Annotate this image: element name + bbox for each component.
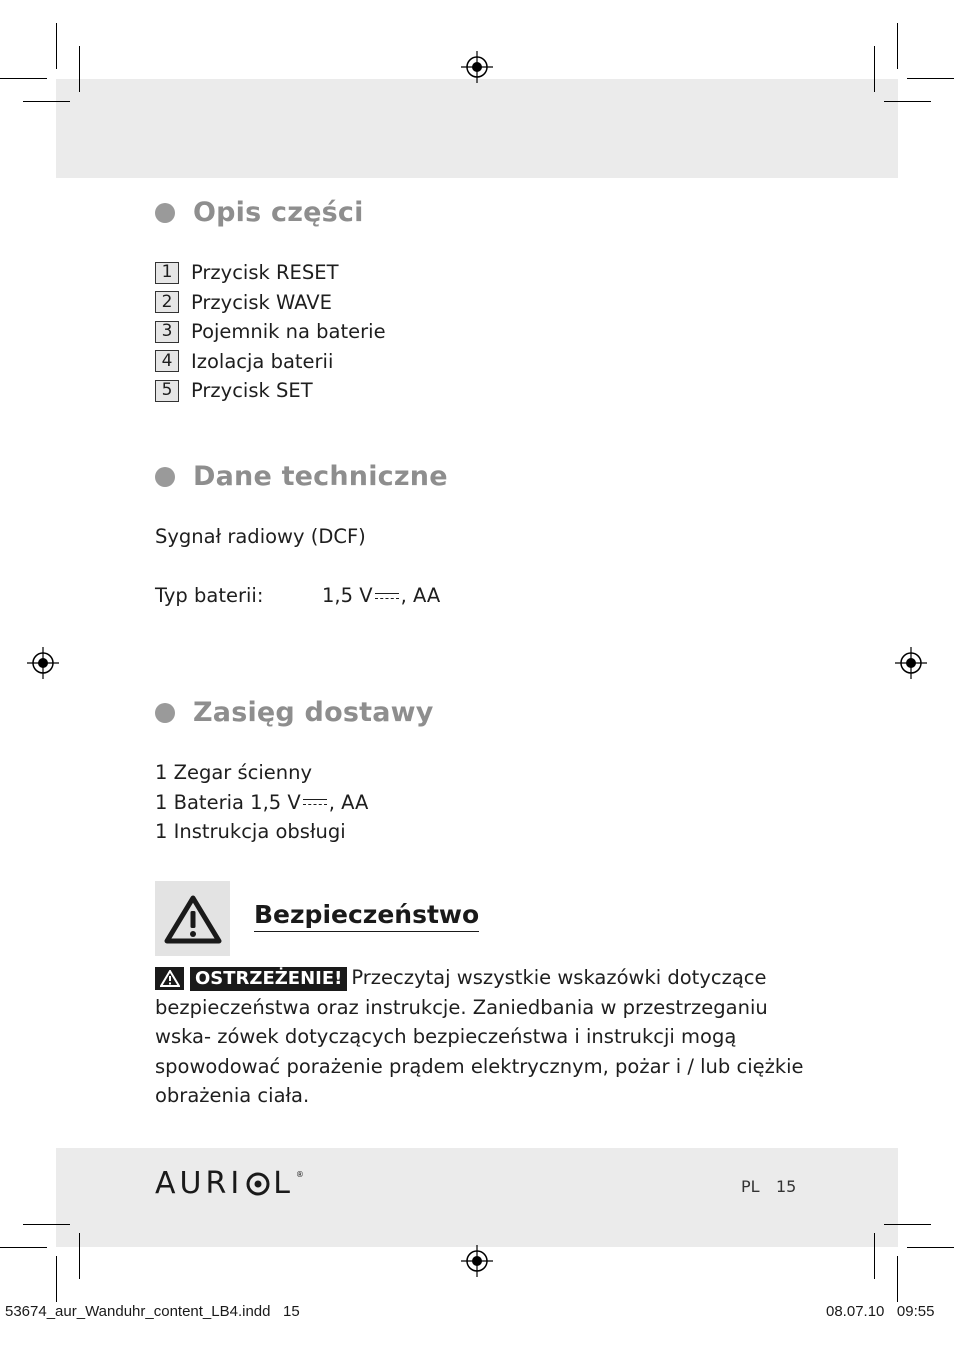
crop-mark (23, 1224, 70, 1225)
crop-mark (874, 1233, 875, 1279)
crop-mark (874, 46, 875, 92)
warning-badge: OSTRZEŻENIE! (190, 967, 347, 991)
list-item (155, 317, 386, 347)
crop-mark (897, 1256, 898, 1302)
battery-type-label: Typ baterii: (155, 584, 264, 607)
delivery-list (155, 758, 368, 847)
part-label: Przycisk RESET (191, 261, 339, 284)
list-item: 1 Zegar ścienny (155, 761, 313, 784)
registration-mark-icon (895, 647, 927, 679)
slug-timestamp: 08.07.10 09:55 (826, 1303, 935, 1320)
part-label: Izolacja baterii (191, 349, 334, 373)
list-item: 1 Instrukcja obsługi (155, 820, 346, 843)
header-band (56, 79, 898, 178)
section-heading-delivery (155, 697, 434, 728)
crop-mark (79, 1233, 80, 1279)
page-language: PL (741, 1177, 760, 1196)
bullet-icon (155, 467, 175, 487)
part-number: 1 (155, 262, 179, 284)
battery-type-value: 1,5 V , AA (322, 584, 441, 607)
part-number: 2 (155, 291, 179, 313)
brand-logo: AURI L ® (155, 1166, 304, 1201)
list-item (155, 258, 386, 288)
list-item (155, 288, 386, 318)
dc-symbol-icon (303, 797, 327, 809)
warning-paragraph (155, 963, 805, 1111)
section-title: Opis części (193, 197, 364, 228)
radio-signal-text: Sygnał radiowy (DCF) (155, 525, 366, 548)
bullet-icon (155, 203, 175, 223)
part-label: Przycisk SET (191, 379, 313, 402)
safety-title: Bezpieczeństwo (254, 900, 479, 932)
crop-mark (56, 1256, 57, 1302)
warning-small-icon (155, 967, 184, 990)
section-heading-technical (155, 461, 448, 492)
bullet-icon (155, 703, 175, 723)
warning-triangle-icon (164, 894, 222, 944)
list-item (155, 376, 386, 406)
crop-mark (0, 78, 47, 79)
crop-mark (884, 1224, 931, 1225)
dc-symbol-icon (375, 591, 399, 603)
part-number: 4 (155, 350, 179, 372)
part-label: Pojemnik na baterie (191, 320, 386, 343)
section-title: Dane techniczne (193, 461, 448, 492)
battery-type-row (155, 581, 440, 611)
section-heading-parts (155, 197, 364, 228)
page-number: 15 (776, 1177, 797, 1196)
part-number: 5 (155, 380, 179, 402)
logo-o-icon (246, 1172, 270, 1196)
registration-mark-icon (461, 1245, 493, 1277)
crop-mark (56, 23, 57, 69)
crop-mark (23, 101, 70, 102)
registration-mark-icon (461, 51, 493, 83)
slug-filename: 53674_aur_Wanduhr_content_LB4.indd 15 (5, 1303, 300, 1320)
part-label: Przycisk WAVE (191, 290, 332, 314)
crop-mark (897, 23, 898, 69)
crop-mark (79, 46, 80, 92)
list-item: 1 Bateria 1,5 V , AA (155, 790, 369, 814)
part-number: 3 (155, 321, 179, 343)
section-title: Zasięg dostawy (193, 697, 434, 728)
safety-icon-box (155, 881, 230, 956)
list-item (155, 347, 386, 377)
crop-mark (884, 101, 931, 102)
crop-mark (907, 1247, 954, 1248)
warning-text: Przeczytaj wszystkie wskazówki dotyczące bezpieczeństwa oraz instrukcje. Zaniedbania w przestrzeganiu wska- zówek dotyczących bezpieczeństwa i instrukcji mogą spowodować porażenie prądem elektrycznym, pożar i / lub ciężkie obrażenia ciała. (155, 966, 804, 1107)
parts-list (155, 258, 386, 406)
crop-mark (907, 78, 954, 79)
registration-mark-icon (27, 647, 59, 679)
crop-mark (0, 1247, 47, 1248)
